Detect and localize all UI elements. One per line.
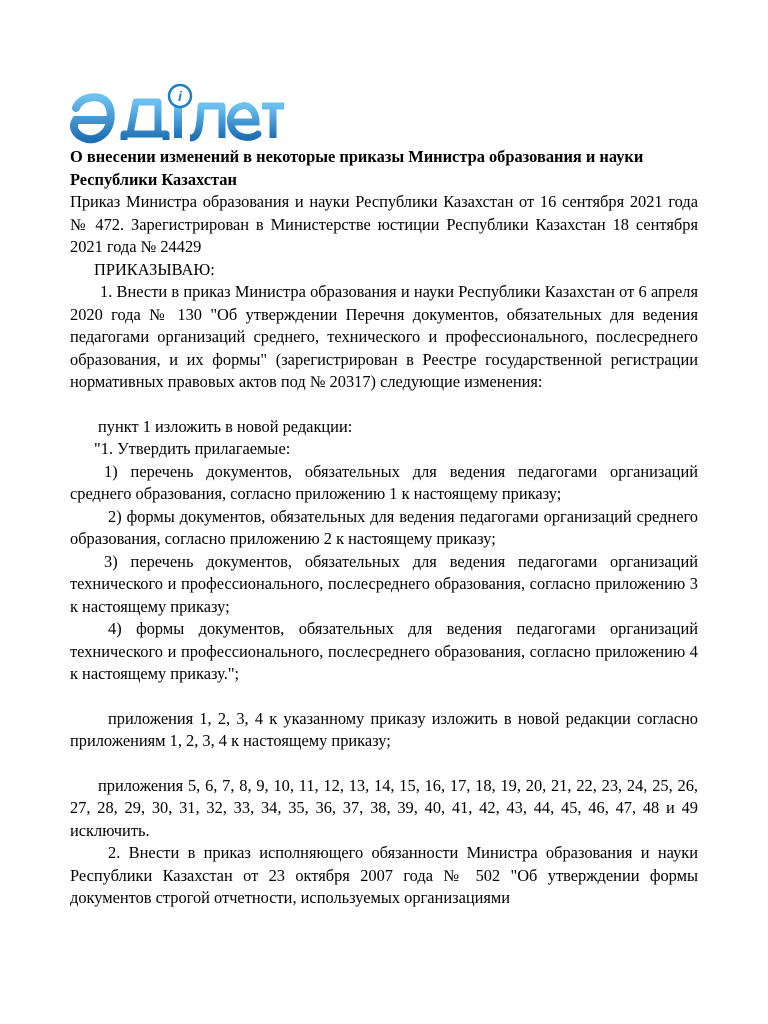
list-item-1: 1) перечень документов, обязательных для ведения педагогами организаций среднего образования, согласно приложению 1 к настоящему приказу; <box>70 461 698 503</box>
svg-text:i: i <box>178 88 182 104</box>
document-subtitle: Приказ Министра образования и науки Республики Казахстан от 16 сентября 2021 года № 472. Зарегистрирован в Министерстве юстиции Республики Казахстан 18 сентября 2021 года № 24429 <box>70 192 698 256</box>
paragraph-appendices: приложения 1, 2, 3, 4 к указанному приказу изложить в новой редакции согласно приложениям 1, 2, 3, 4 к настоящему приказу; <box>70 708 698 750</box>
document-body <box>70 146 698 910</box>
order-word: ПРИКАЗЫВАЮ: <box>94 259 215 279</box>
list-item-3: 3) перечень документов, обязательных для ведения педагогами организаций технического и профессионального, послесреднего образования, согласно приложению 3 к настоящему приказу; <box>70 551 698 616</box>
paragraph-2: 2. Внести в приказ исполняющего обязанности Министра образования и науки Республики Казахстан от 23 октября 2007 года № 502 "Об утверждении формы документов строгой отчетности, используемых организациями <box>70 843 698 907</box>
adilet-logo <box>70 82 284 148</box>
document-title: О внесении изменений в некоторые приказы Министра образования и науки Республики Казахстан <box>70 147 644 189</box>
spacer <box>70 394 698 416</box>
paragraph-approve: "1. Утвердить прилагаемые: <box>94 439 291 458</box>
paragraph-point1: пункт 1 изложить в новой редакции: <box>98 416 353 436</box>
paragraph-1: 1. Внести в приказ Министра образования и науки Республики Казахстан от 6 апреля 2020 года № 130 "Об утверждении Перечня документов, обязательных для ведения педагогами организаций среднего, технического и профессионального, послесреднего образования, и их формы" (зарегистрирован в Реестре государственной регистрации нормативных правовых актов под № 20317) следующие изменения: <box>70 282 698 391</box>
spacer <box>70 753 698 775</box>
paragraph-exclude: приложения 5, 6, 7, 8, 9, 10, 11, 12, 13, 14, 15, 16, 17, 18, 19, 20, 21, 22, 23, 24, 25, 26, 27, 28, 29, 30, 31, 32, 33, 34, 35, 36, 37, 38, 39, 40, 41, 42, 43, 44, 45, 46, 47, 48 и 49 исключить. <box>70 775 698 840</box>
spacer <box>70 686 698 708</box>
list-item-4: 4) формы документов, обязательных для ведения педагогами организаций технического и профессионального, послесреднего образования, согласно приложению 4 к настоящему приказу."; <box>70 619 698 683</box>
list-item-2: 2) формы документов, обязательных для ведения педагогами организаций среднего образования, согласно приложению 2 к настоящему приказу; <box>70 506 698 548</box>
